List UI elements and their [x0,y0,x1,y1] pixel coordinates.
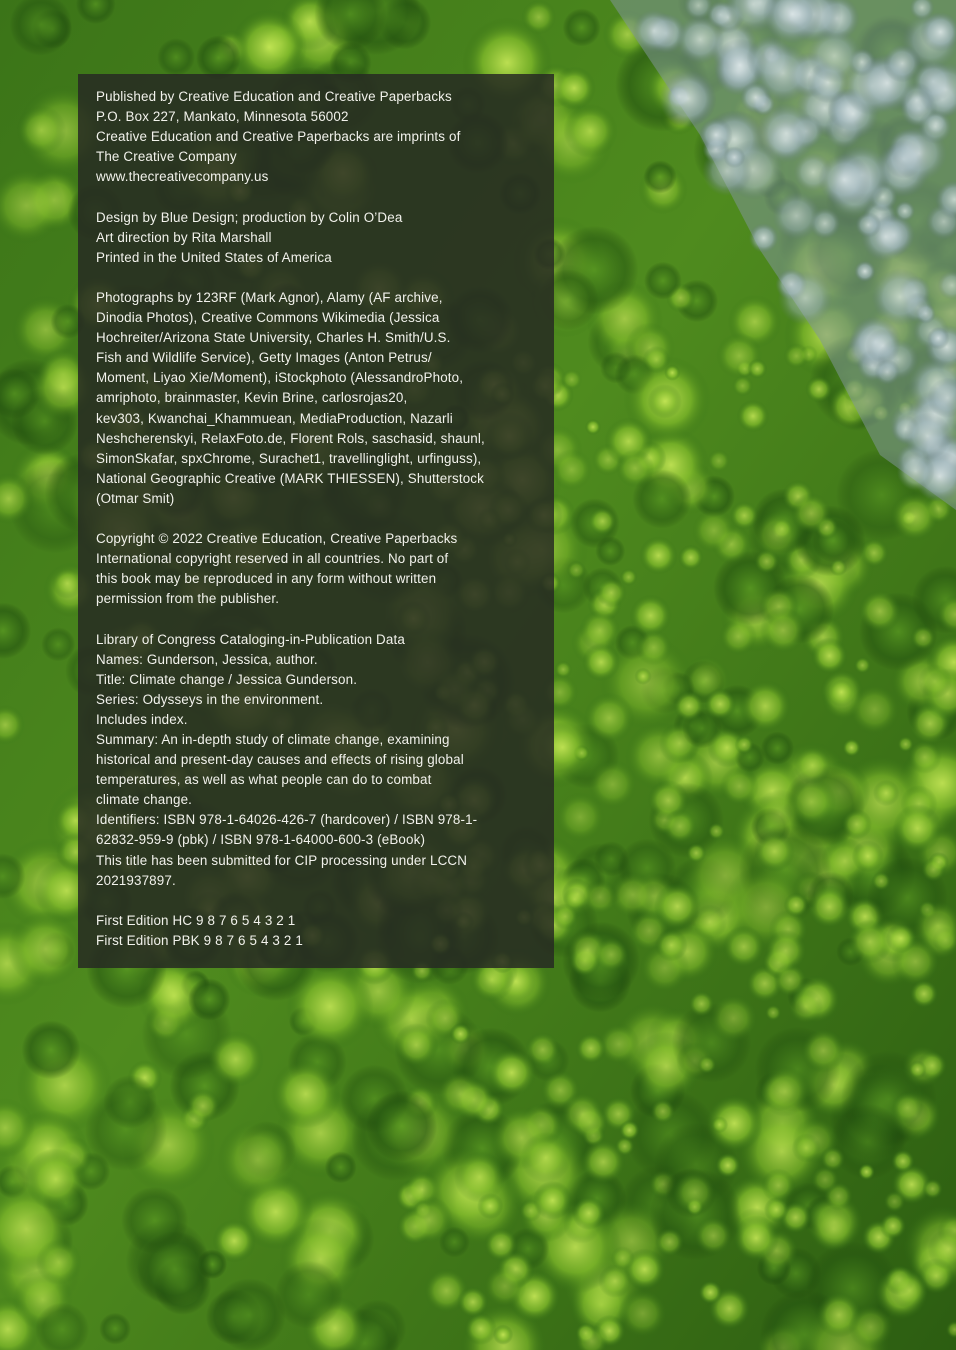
photo-credit-line: SimonSkafar, spxChrome, Surachet1, travellinglight, urfinguss), [96,450,482,466]
photo-credit-line: Moment, Liyao Xie/Moment), iStockphoto (AlessandroPhoto, [96,370,464,386]
cip-line: Identifiers: ISBN 978-1-64026-426-7 (hardcover) / ISBN 978-1- [96,812,478,828]
copyright-line: Copyright © 2022 Creative Education, Creative Paperbacks [96,531,458,547]
edition-line-hc: First Edition HC 9 8 7 6 5 4 3 2 1 [96,912,296,928]
copyright-line: International copyright reserved in all countries. No part of [96,551,449,567]
cip-data-block [96,630,546,891]
publisher-block [96,87,546,187]
edition-line-pbk: First Edition PBK 9 8 7 6 5 4 3 2 1 [96,932,303,948]
copyright-line: this book may be reproduced in any form without written [96,571,437,587]
photo-credit-line: Photographs by 123RF (Mark Agnor), Alamy (AF archive, [96,289,443,305]
cip-line: Names: Gunderson, Jessica, author. [96,651,318,667]
cip-line: Library of Congress Cataloging-in-Publication Data [96,631,405,647]
copyright-line: permission from the publisher. [96,591,280,607]
photo-credit-line: (Otmar Smit) [96,490,175,506]
art-direction-credit: Art direction by Rita Marshall [96,229,272,245]
edition-block [96,911,546,951]
cip-line: temperatures, as well as what people can do to combat [96,772,432,788]
photo-credit-line: amriphoto, brainmaster, Kevin Brine, carlosrojas20, [96,390,408,406]
cip-line: Summary: An in-depth study of climate change, examining [96,732,450,747]
photo-credit-line: Neshcherenskyi, RelaxFoto.de, Florent Rols, saschasid, shaunl, [96,430,485,446]
publisher-address: P.O. Box 227, Mankato, Minnesota 56002 [96,109,349,125]
cip-line: historical and present-day causes and effects of rising global [96,752,464,768]
printed-in-line: Printed in the United States of America [96,249,332,265]
publisher-line: Published by Creative Education and Creative Paperbacks [96,89,452,104]
cip-line: 62832-959-9 (pbk) / ISBN 978-1-64000-600-3 (eBook) [96,832,426,848]
company-line: The Creative Company [96,149,237,165]
photo-credit-line: National Geographic Creative (MARK THIESSEN), Shutterstock [96,470,484,486]
photo-credit-line: kev303, Kwanchai_Khammuean, MediaProduction, Nazarli [96,410,453,426]
photo-credit-line: Hochreiter/Arizona State University, Charles H. Smith/U.S. [96,330,451,346]
cip-line: Series: Odysseys in the environment. [96,691,324,707]
cip-line: This title has been submitted for CIP processing under LCCN [96,852,468,868]
colophon-text [96,87,546,951]
cip-line: Title: Climate change / Jessica Gunderson. [96,671,358,687]
photo-credits-block [96,288,546,509]
photo-credit-line: Dinodia Photos), Creative Commons Wikimedia (Jessica [96,310,440,326]
cip-line: 2021937897. [96,872,176,888]
cip-line: Includes index. [96,711,188,727]
production-block [96,208,546,268]
imprint-line: Creative Education and Creative Paperbacks are imprints of [96,129,461,145]
photo-credit-line: Fish and Wildlife Service), Getty Images (Anton Petrus/ [96,350,432,366]
copyright-block [96,529,546,609]
website-link: www.thecreativecompany.us [96,169,269,185]
design-credit: Design by Blue Design; production by Colin O’Dea [96,209,403,225]
cip-line: climate change. [96,792,193,808]
